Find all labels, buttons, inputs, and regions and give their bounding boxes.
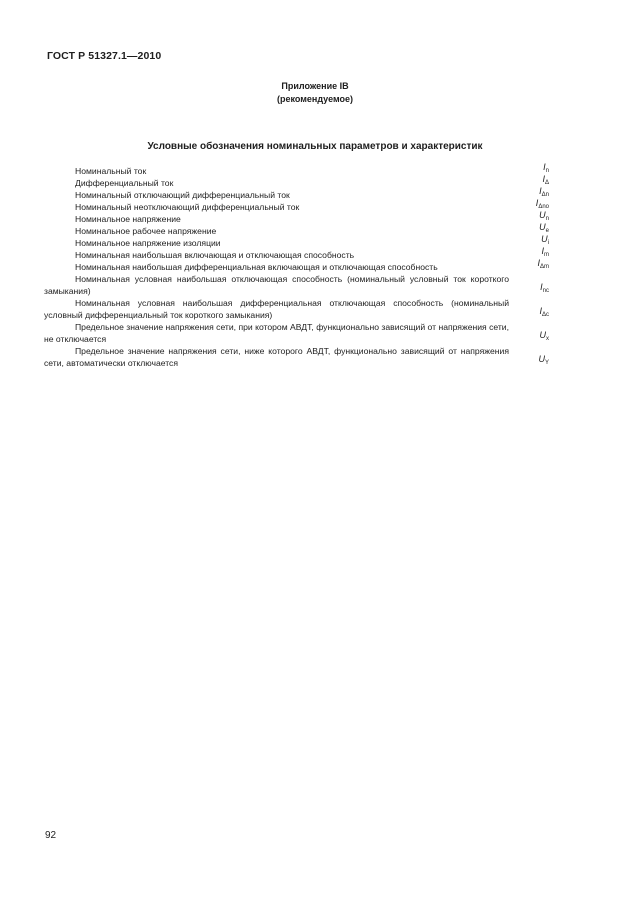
item-text: Номинальное напряжение xyxy=(75,214,181,224)
item-symbol: $I_n$ xyxy=(543,162,549,174)
list-item xyxy=(44,246,549,261)
item-text: Номинальное напряжение изоляции xyxy=(75,238,221,248)
item-symbol: $U_n$ xyxy=(539,210,549,222)
item-symbol: $U_i$ xyxy=(541,234,549,246)
item-text: Номинальная наибольшая дифференциальная включающая и отключающая способность xyxy=(75,262,438,272)
list-item xyxy=(44,174,549,189)
list-item xyxy=(44,345,549,369)
list-item xyxy=(44,273,549,297)
item-text: Номинальная наибольшая включающая и отключающая способность xyxy=(75,250,355,260)
annex-heading xyxy=(0,80,630,106)
item-symbol: $I_{\Delta no}$ xyxy=(535,198,549,210)
list-item xyxy=(44,210,549,225)
list-item xyxy=(44,222,549,237)
list-item xyxy=(44,258,549,273)
list-item xyxy=(44,162,549,177)
item-text: Номинальная условная наибольшая дифференциальная отключающая способность (номинальный условный дифференциальный ток короткого замыкания) xyxy=(44,298,509,320)
item-symbol: $I_{\Delta c}$ xyxy=(539,306,549,318)
item-text: Дифференциальный ток xyxy=(75,178,174,188)
item-symbol: $U_Y$ xyxy=(538,354,549,366)
list-item xyxy=(44,234,549,249)
item-text: Номинальный ток xyxy=(75,166,147,176)
item-symbol: $I_\Delta$ xyxy=(542,174,549,186)
list-item xyxy=(44,198,549,213)
item-symbol: $I_{nc}$ xyxy=(540,282,549,294)
item-symbol: $U_x$ xyxy=(539,330,549,342)
list-item xyxy=(44,186,549,201)
annex-status: (рекомендуемое) xyxy=(277,94,353,104)
item-text: Номинальное рабочее напряжение xyxy=(75,226,217,236)
list-item xyxy=(44,321,549,345)
list-item xyxy=(44,297,549,321)
item-symbol: $I_m$ xyxy=(541,246,549,258)
item-text: Номинальная условная наибольшая отключающая способность (номинальный условный ток короткого замыкания) xyxy=(44,274,509,296)
section-title: Условные обозначения номинальных параметров и характеристик xyxy=(147,141,483,152)
item-symbol: $I_{\Delta m}$ xyxy=(537,258,549,270)
item-symbol: $I_{\Delta n}$ xyxy=(539,186,549,198)
symbol-list xyxy=(44,162,549,369)
item-symbol: $U_e$ xyxy=(539,222,549,234)
standard-designation: ГОСТ Р 51327.1—2010 xyxy=(47,50,162,62)
item-text: Номинальный неотключающий дифференциальный ток xyxy=(75,202,300,212)
item-text: Предельное значение напряжения сети, ниже которого АВДТ, функционально зависящий от напряжения сети, автоматически отключается xyxy=(44,346,509,368)
item-text: Предельное значение напряжения сети, при котором АВДТ, функционально зависящий от напряжения сети, не отключается xyxy=(44,322,509,344)
item-text: Номинальный отключающий дифференциальный ток xyxy=(75,190,290,200)
page-number: 92 xyxy=(45,830,57,841)
annex-title: Приложение IB xyxy=(281,81,349,91)
